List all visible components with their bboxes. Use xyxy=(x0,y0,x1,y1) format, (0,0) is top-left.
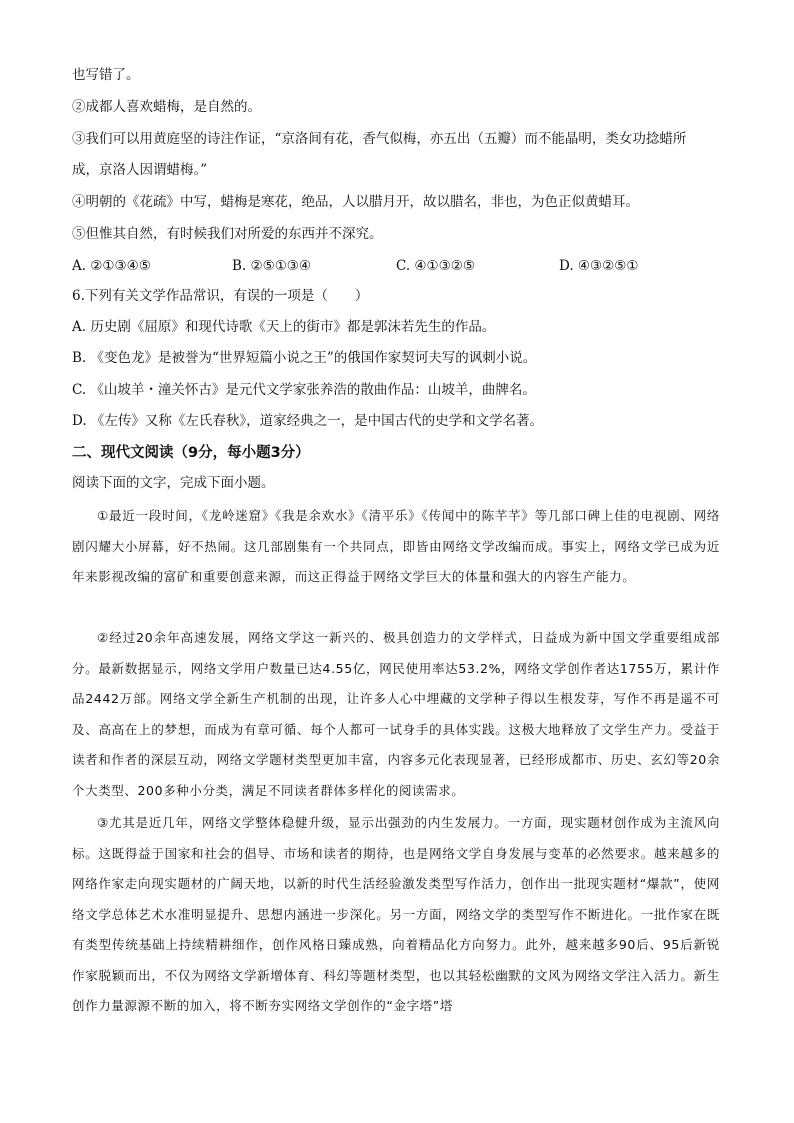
q6-stem: 6.下列有关文学作品常识，有误的一项是（ ） xyxy=(72,288,369,304)
passage-paragraph-2: ②经过20余年高速发展，网络文学这一新兴的、极具创造力的文学样式，日益成为新中国文学重要组成部分。最新数据显示，网络文学用户数量已达4.55亿，网民使用率达53.2%，网络文学创作者达1755万，累计作品2442万部。网络文学全新生产机制的出现，让许多人心中埋藏的文学种子得以生根发芽，写作不再是遥不可及、高高在上的梦想，而成为有章可循、每个人都可一试身手的具体实践。这极大地释放了文学生产力。受益于读者和作者的深层互动，网络文学题材类型更加丰富，内容多元化表现显著，已经形成都市、历史、玄幻等20余个大类型、200多种小分类，满足不同读者群体多样化的阅读需求。 xyxy=(72,630,720,798)
q6-option-a: A. 历史剧《屈原》和现代诗歌《天上的街市》都是郭沫若先生的作品。 xyxy=(72,319,496,335)
q5-option-a: A. ②①③④⑤ xyxy=(72,258,151,274)
q5-option-b: B. ②⑤①③④ xyxy=(232,258,312,274)
text-line: ⑤但惟其自然，有时候我们对所爱的东西并不深究。 xyxy=(72,226,383,242)
text-line: ④明朝的《花疏》中写，蜡梅是寒花，绝品，人以腊月开，故以腊名，非也，为色正似黄蜡耳。 xyxy=(72,194,639,210)
section-title: 二、现代文阅读（9分，每小题3分） xyxy=(72,445,310,461)
passage-paragraph-1: ①最近一段时间，《龙岭迷窟》《我是余欢水》《清平乐》《传闻中的陈芊芊》等几部口碑上佳的电视剧、网络剧闪耀大小屏幕，好不热闹。这几部剧集有一个共同点，即皆由网络文学改编而成。事实上，网络文学已成为近年来影视改编的富矿和重要创意来源，而这正得益于网络文学巨大的体量和强大的内容生产能力。 xyxy=(72,508,720,584)
text-line: 也写错了。 xyxy=(72,67,140,83)
reading-instruction: 阅读下面的文字，完成下面小题。 xyxy=(72,475,275,491)
text-line: 成，京洛人因谓蜡梅。” xyxy=(72,162,208,178)
text-line: ②成都人喜欢蜡梅，是自然的。 xyxy=(72,99,261,115)
passage-paragraph-3: ③尤其是近几年，网络文学整体稳健升级，显示出强劲的内生发展力。一方面，现实题材创作成为主流风向标。这既得益于国家和社会的倡导、市场和读者的期待，也是网络文学自身发展与变革的必然要求。越来越多的网络作家走向现实题材的广阔天地，以新的时代生活经验激发类型写作活力，创作出一批现实题材“爆款”，使网络文学总体艺术水准明显提升、思想内涵进一步深化。另一方面，网络文学的类型写作不断进化。一批作家在既有类型传统基础上持续精耕细作，创作风格日臻成熟，向着精品化方向努力。此外，越来越多90后、95后新锐作家脱颖而出，不仅为网络文学新增体育、科幻等题材类型，也以其轻松幽默的文风为网络文学注入活力。新生创作力量源源不断的加入，将不断夯实网络文学创作的“金字塔”塔 xyxy=(72,815,720,1013)
q6-option-c: C. 《山坡羊・潼关怀古》是元代文学家张养浩的散曲作品：山坡羊，曲牌名。 xyxy=(72,382,536,398)
q6-option-b: B. 《变色龙》是被誉为“世界短篇小说之王”的俄国作家契诃夫写的讽刺小说。 xyxy=(72,350,537,366)
q6-option-d: D. 《左传》又称《左氏春秋》，道家经典之一，是中国古代的史学和文学名著。 xyxy=(72,413,544,429)
q5-options xyxy=(72,256,722,276)
q5-option-c: C. ④①③②⑤ xyxy=(396,258,475,274)
q5-option-d: D. ④③②⑤① xyxy=(559,258,639,274)
text-line: ③我们可以用黄庭坚的诗注作证，“京洛间有花，香气似梅，亦五出（五瓣）而不能晶明，类女功捻蜡所 xyxy=(72,131,687,147)
